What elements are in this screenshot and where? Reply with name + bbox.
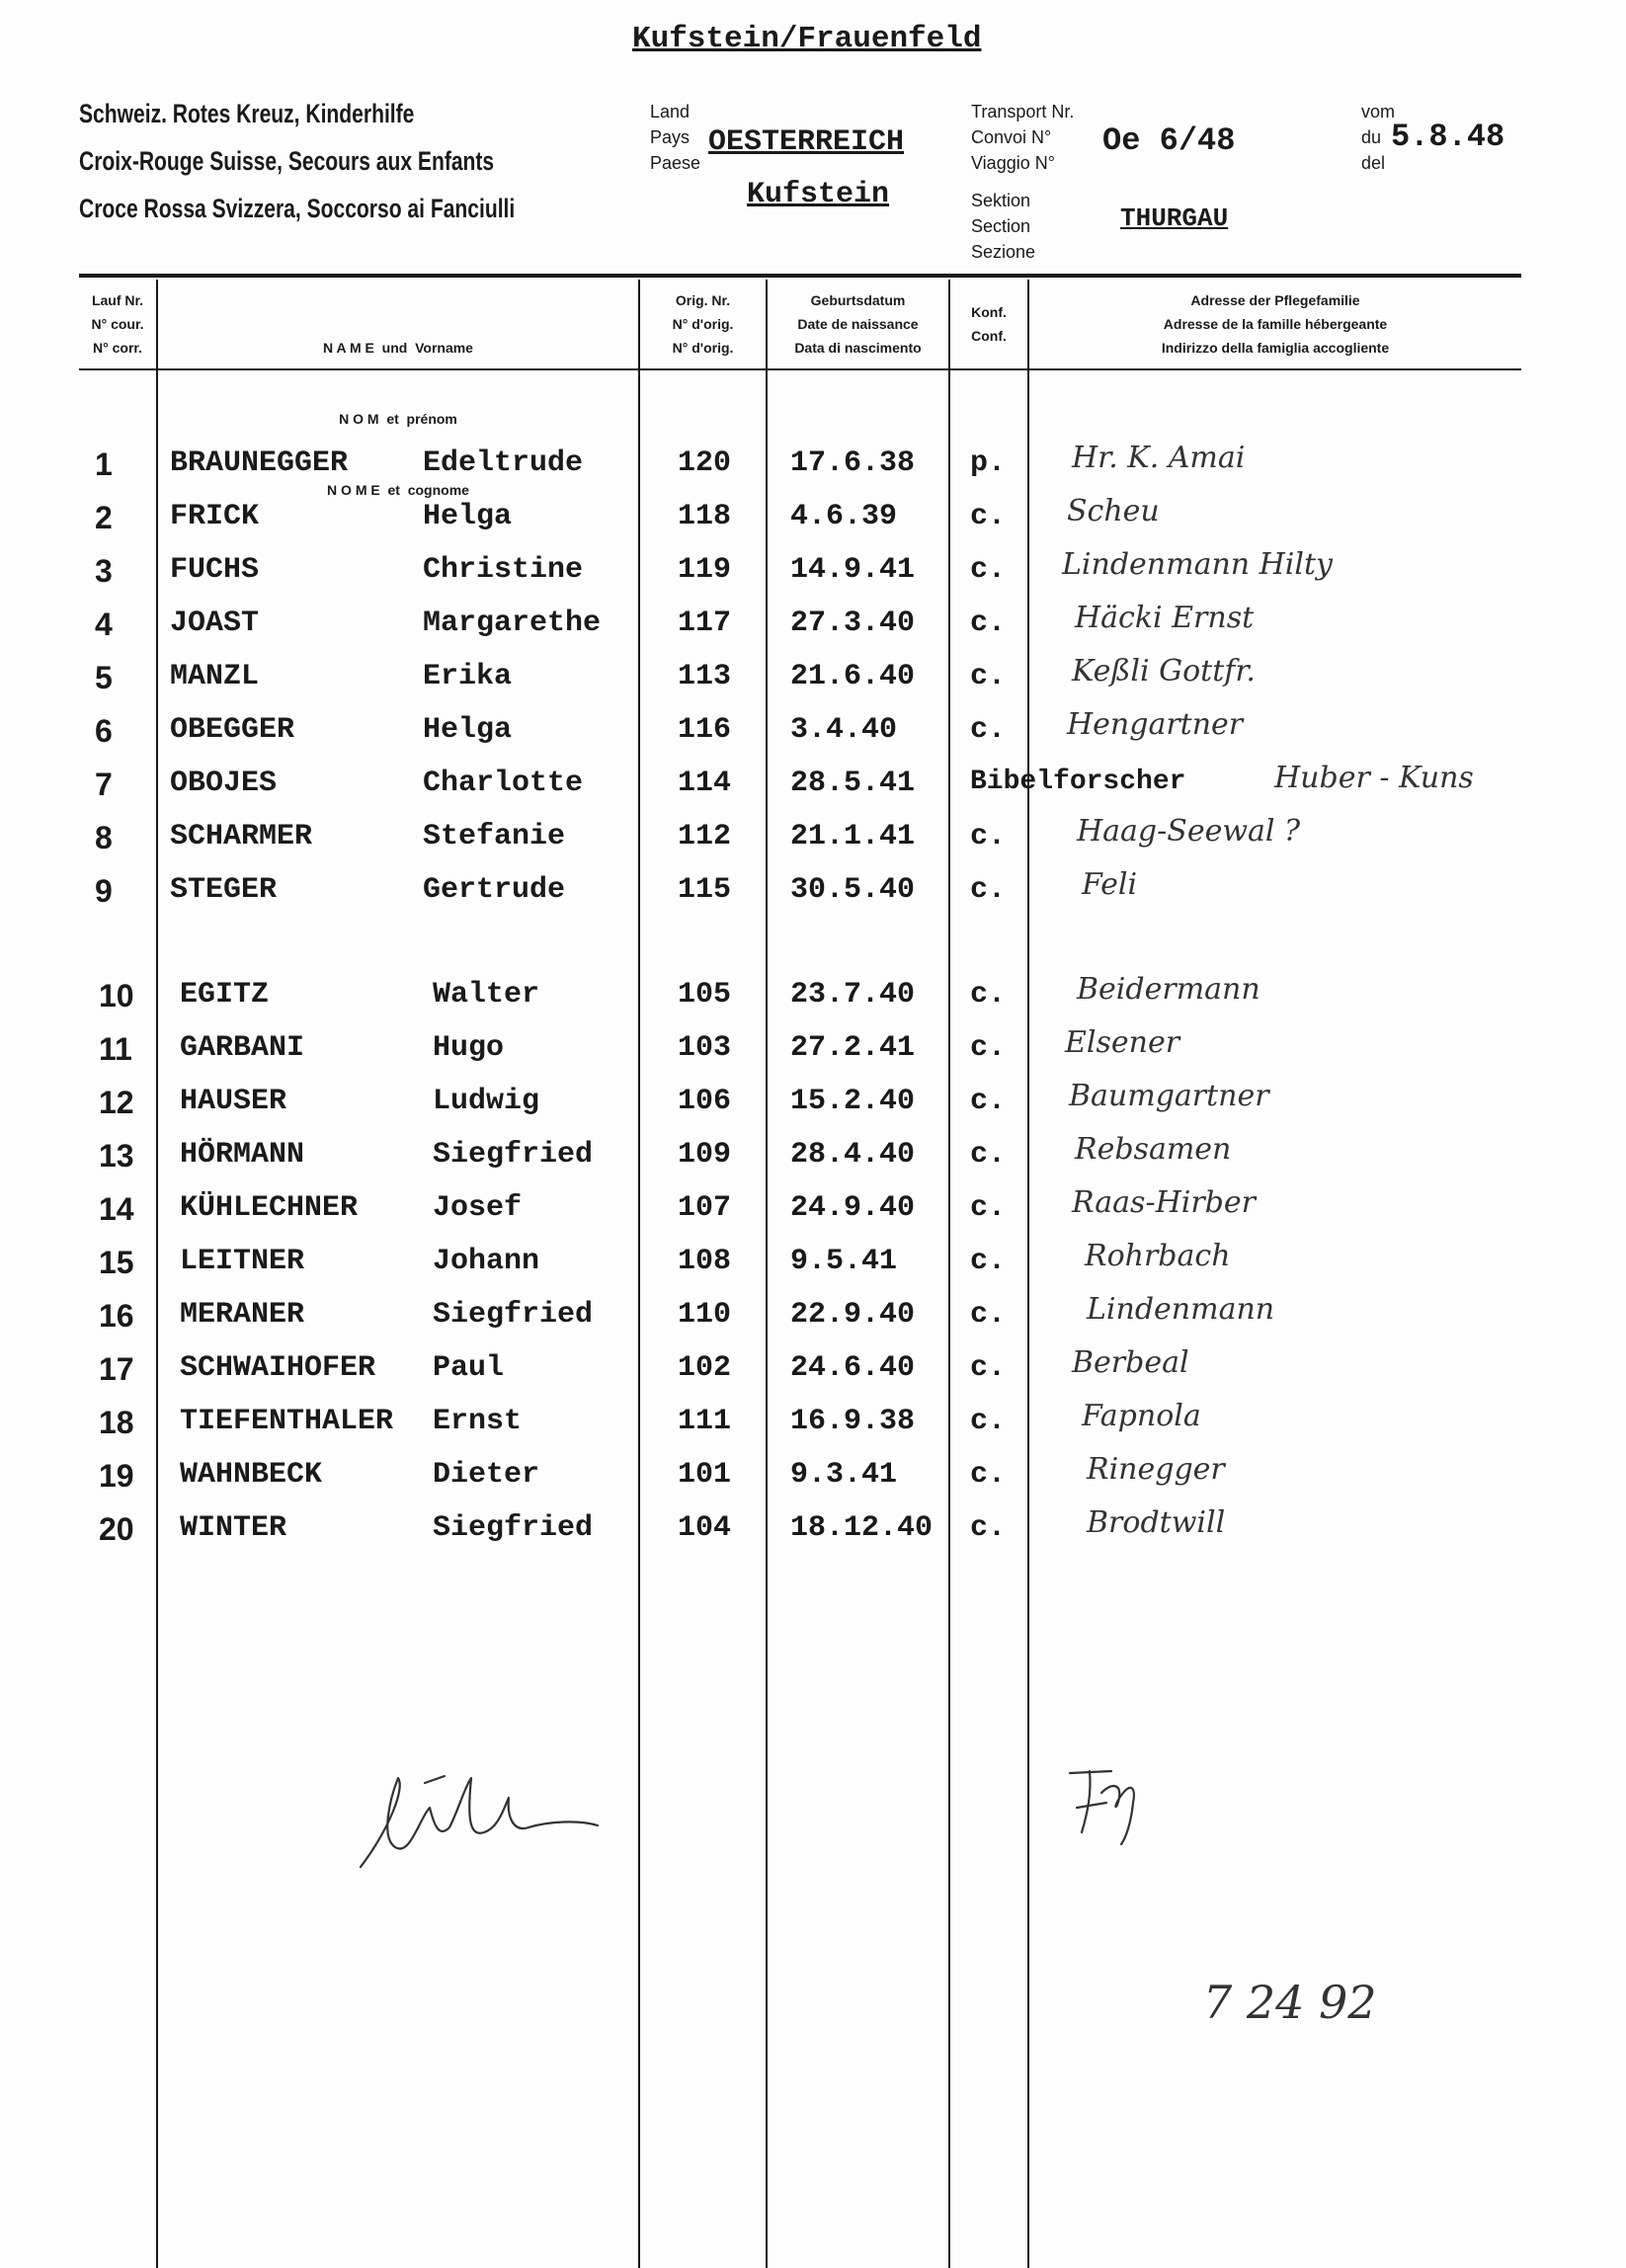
birth-date: 15.2.40 <box>790 1085 916 1118</box>
birth-date: 9.3.41 <box>790 1458 898 1492</box>
orig-number: 110 <box>678 1298 732 1332</box>
orig-number: 104 <box>678 1511 732 1545</box>
land-value: OESTERREICH <box>708 125 905 159</box>
first-name: Dieter <box>433 1458 540 1492</box>
col-header-birth-fr: Date de naissance <box>797 316 919 332</box>
orig-number: 111 <box>678 1405 732 1438</box>
first-name: Helga <box>423 500 513 533</box>
orig-number: 102 <box>678 1351 732 1385</box>
confession: c. <box>970 1191 1007 1225</box>
col-header-name-it: N O M E et cognome <box>327 482 469 498</box>
orig-number: 117 <box>678 607 732 640</box>
host-family-address: Elsener <box>1065 1025 1180 1060</box>
table-row <box>0 707 1626 765</box>
row-number: 19 <box>99 1458 134 1494</box>
row-number: 11 <box>99 1031 132 1067</box>
confession: c. <box>970 1351 1007 1385</box>
confession: c. <box>970 660 1007 693</box>
table-row <box>0 1505 1626 1563</box>
table-row <box>0 1345 1626 1403</box>
surname: SCHWAIHOFER <box>180 1351 376 1385</box>
first-name: Edeltrude <box>423 446 584 480</box>
col-header-konf-fr: Conf. <box>971 328 1007 344</box>
surname: OBEGGER <box>170 713 295 747</box>
table-row <box>0 1132 1626 1189</box>
row-number: 13 <box>99 1138 134 1174</box>
row-number: 4 <box>95 607 113 642</box>
row-number: 12 <box>99 1085 134 1120</box>
col-header-lauf-de: Lauf Nr. <box>91 292 144 308</box>
surname: HÖRMANN <box>180 1138 305 1172</box>
birth-date: 9.5.41 <box>790 1245 898 1278</box>
host-family-address: Baumgartner <box>1069 1079 1269 1113</box>
birth-date: 24.6.40 <box>790 1351 916 1385</box>
surname: BRAUNEGGER <box>170 446 349 480</box>
row-number: 7 <box>95 767 113 802</box>
signature-right <box>1062 1753 1180 1852</box>
birth-date: 28.4.40 <box>790 1138 916 1172</box>
confession: c. <box>970 1405 1007 1438</box>
orig-number: 107 <box>678 1191 732 1225</box>
host-family-address: Häcki Ernst <box>1075 601 1255 635</box>
host-family-address: Feli <box>1082 867 1138 902</box>
surname: WINTER <box>180 1511 287 1545</box>
row-number: 8 <box>95 820 113 855</box>
orig-number: 114 <box>678 767 732 800</box>
host-family-address: Hr. K. Amai <box>1072 441 1246 475</box>
table-row <box>0 1399 1626 1456</box>
host-family-address: Keßli Gottfr. <box>1072 654 1256 688</box>
table-row <box>0 654 1626 711</box>
surname: TIEFENTHALER <box>180 1405 394 1438</box>
table-row <box>0 814 1626 871</box>
birth-date: 16.9.38 <box>790 1405 916 1438</box>
orig-number: 119 <box>678 553 732 587</box>
host-family-address: Fapnola <box>1082 1399 1201 1433</box>
surname: JOAST <box>170 607 260 640</box>
convoi-label: Convoi N° <box>971 127 1052 147</box>
confession: p. <box>970 446 1007 480</box>
surname: FUCHS <box>170 553 260 587</box>
table-row <box>0 1185 1626 1243</box>
host-family-address: Raas-Hirber <box>1072 1185 1256 1220</box>
row-number: 9 <box>95 873 113 909</box>
orig-number: 115 <box>678 873 732 907</box>
surname: MERANER <box>180 1298 305 1332</box>
table-row <box>0 972 1626 1029</box>
surname: OBOJES <box>170 767 278 800</box>
vom-label: vom <box>1361 102 1396 122</box>
land-label: Land <box>650 102 691 122</box>
organization-line-it: Croce Rossa Svizzera, Soccorso ai Fanciulli <box>79 194 516 223</box>
surname: LEITNER <box>180 1245 305 1278</box>
row-number: 16 <box>99 1298 134 1334</box>
section-label: Section <box>971 216 1031 236</box>
row-number: 2 <box>95 500 113 535</box>
section-value: THURGAU <box>1120 203 1229 233</box>
confession: c. <box>970 1085 1007 1118</box>
footer-note: 7 24 92 <box>1203 1976 1377 2029</box>
organization-line-fr: Croix-Rouge Suisse, Secours aux Enfants <box>79 146 495 176</box>
confession: c. <box>970 607 1007 640</box>
col-header-name-de: N A M E und Vorname <box>323 340 473 356</box>
del-label: del <box>1361 153 1386 173</box>
sektion-label: Sektion <box>971 191 1031 210</box>
sezione-label: Sezione <box>971 242 1036 262</box>
first-name: Josef <box>433 1191 523 1225</box>
row-number: 5 <box>95 660 113 695</box>
col-header-address-it: Indirizzo della famiglia accogliente <box>1161 340 1390 356</box>
orig-number: 106 <box>678 1085 732 1118</box>
first-name: Ernst <box>433 1405 523 1438</box>
orig-number: 108 <box>678 1245 732 1278</box>
birth-date: 28.5.41 <box>790 767 916 800</box>
col-header-orig-de: Orig. Nr. <box>675 292 731 308</box>
row-number: 3 <box>95 553 113 589</box>
row-number: 20 <box>99 1511 134 1547</box>
col-header-birth <box>768 288 948 360</box>
table-row <box>0 601 1626 658</box>
signature-left <box>351 1748 608 1887</box>
col-header-address-fr: Adresse de la famille hébergeante <box>1163 316 1388 332</box>
confession: c. <box>970 1458 1007 1492</box>
orig-number: 101 <box>678 1458 732 1492</box>
host-family-address: Brodtwill <box>1087 1505 1226 1540</box>
table-row <box>0 441 1626 498</box>
host-family-address: Hengartner <box>1067 707 1244 742</box>
first-name: Siegfried <box>433 1511 594 1545</box>
col-header-lauf-fr: N° cour. <box>91 316 144 332</box>
confession: c. <box>970 1298 1007 1332</box>
orig-number: 105 <box>678 978 732 1012</box>
confession: c. <box>970 1245 1007 1278</box>
confession: c. <box>970 713 1007 747</box>
city-value: Kufstein <box>747 178 890 211</box>
table-row <box>0 1079 1626 1136</box>
surname: KÜHLECHNER <box>180 1191 359 1225</box>
col-header-konf <box>950 300 1027 348</box>
col-header-birth-de: Geburtsdatum <box>810 292 906 308</box>
table-row <box>0 1239 1626 1296</box>
row-number: 17 <box>99 1351 134 1387</box>
birth-date: 22.9.40 <box>790 1298 916 1332</box>
col-header-name-fr: N O M et prénom <box>339 411 457 427</box>
host-family-address: Rebsamen <box>1075 1132 1232 1167</box>
first-name: Johann <box>433 1245 540 1278</box>
header-top-rule <box>79 274 1521 278</box>
col-header-orig-fr: N° d'orig. <box>672 316 734 332</box>
host-family-address: Huber - Kuns <box>1274 761 1474 795</box>
first-name: Helga <box>423 713 513 747</box>
table-row <box>0 1292 1626 1349</box>
paese-label: Paese <box>650 153 701 173</box>
row-number: 1 <box>95 446 113 482</box>
table-row <box>0 1452 1626 1509</box>
table-row <box>0 761 1626 818</box>
table-row <box>0 867 1626 925</box>
first-name: Margarethe <box>423 607 602 640</box>
host-family-address: Scheu <box>1067 494 1160 528</box>
confession: c. <box>970 1031 1007 1065</box>
surname: HAUSER <box>180 1085 287 1118</box>
confession: c. <box>970 873 1007 907</box>
orig-number: 116 <box>678 713 732 747</box>
col-header-lauf-it: N° corr. <box>93 340 142 356</box>
host-family-address: Lindenmann Hilty <box>1062 547 1333 582</box>
host-family-address: Berbeal <box>1072 1345 1189 1380</box>
confession: c. <box>970 500 1007 533</box>
confession: c. <box>970 1511 1007 1545</box>
birth-date: 27.3.40 <box>790 607 916 640</box>
row-number: 6 <box>95 713 113 749</box>
surname: EGITZ <box>180 978 270 1012</box>
row-number: 15 <box>99 1245 134 1280</box>
surname: SCHARMER <box>170 820 313 853</box>
first-name: Erika <box>423 660 513 693</box>
table-row <box>0 1025 1626 1083</box>
surname: WAHNBECK <box>180 1458 323 1492</box>
birth-date: 4.6.39 <box>790 500 898 533</box>
first-name: Walter <box>433 978 540 1012</box>
host-family-address: Beidermann <box>1077 972 1260 1007</box>
row-number: 14 <box>99 1191 134 1227</box>
first-name: Gertrude <box>423 873 566 907</box>
first-name: Christine <box>423 553 584 587</box>
first-name: Stefanie <box>423 820 566 853</box>
first-name: Ludwig <box>433 1085 540 1118</box>
surname: STEGER <box>170 873 278 907</box>
col-header-orig <box>640 288 766 360</box>
host-family-address: Haag-Seewal ? <box>1077 814 1301 849</box>
birth-date: 3.4.40 <box>790 713 898 747</box>
table-row <box>0 547 1626 605</box>
row-number: 10 <box>99 978 134 1013</box>
confession: Bibelforscher <box>970 767 1186 797</box>
birth-date: 21.1.41 <box>790 820 916 853</box>
first-name: Siegfried <box>433 1138 594 1172</box>
du-label: du <box>1361 127 1382 147</box>
transport-label: Transport Nr. <box>971 102 1075 122</box>
confession: c. <box>970 978 1007 1012</box>
confession: c. <box>970 1138 1007 1172</box>
host-family-address: Lindenmann <box>1087 1292 1275 1327</box>
transport-value: Oe 6/48 <box>1102 122 1236 159</box>
birth-date: 21.6.40 <box>790 660 916 693</box>
orig-number: 113 <box>678 660 732 693</box>
first-name: Charlotte <box>423 767 584 800</box>
surname: MANZL <box>170 660 260 693</box>
birth-date: 17.6.38 <box>790 446 916 480</box>
col-header-lauf <box>79 288 156 360</box>
pays-label: Pays <box>650 127 691 147</box>
birth-date: 23.7.40 <box>790 978 916 1012</box>
viaggio-label: Viaggio N° <box>971 153 1055 173</box>
surname: FRICK <box>170 500 260 533</box>
col-header-address-de: Adresse der Pflegefamilie <box>1190 292 1360 308</box>
document-title: Kufstein/Frauenfeld <box>632 22 982 56</box>
orig-number: 118 <box>678 500 732 533</box>
table-row <box>0 494 1626 551</box>
orig-number: 109 <box>678 1138 732 1172</box>
orig-number: 112 <box>678 820 732 853</box>
first-name: Paul <box>433 1351 505 1385</box>
orig-number: 103 <box>678 1031 732 1065</box>
date-value: 5.8.48 <box>1391 119 1505 155</box>
host-family-address: Rinegger <box>1087 1452 1225 1487</box>
col-header-address <box>1029 288 1521 360</box>
surname: GARBANI <box>180 1031 305 1065</box>
first-name: Siegfried <box>433 1298 594 1332</box>
col-header-konf-de: Konf. <box>971 304 1007 320</box>
confession: c. <box>970 820 1007 853</box>
birth-date: 14.9.41 <box>790 553 916 587</box>
birth-date: 27.2.41 <box>790 1031 916 1065</box>
col-header-birth-it: Data di nascimento <box>794 340 922 356</box>
birth-date: 24.9.40 <box>790 1191 916 1225</box>
orig-number: 120 <box>678 446 732 480</box>
organization-line-de: Schweiz. Rotes Kreuz, Kinderhilfe <box>79 99 415 128</box>
first-name: Hugo <box>433 1031 505 1065</box>
row-number: 18 <box>99 1405 134 1440</box>
host-family-address: Rohrbach <box>1085 1239 1231 1273</box>
birth-date: 30.5.40 <box>790 873 916 907</box>
confession: c. <box>970 553 1007 587</box>
birth-date: 18.12.40 <box>790 1511 934 1545</box>
col-header-orig-it: N° d'orig. <box>672 340 734 356</box>
